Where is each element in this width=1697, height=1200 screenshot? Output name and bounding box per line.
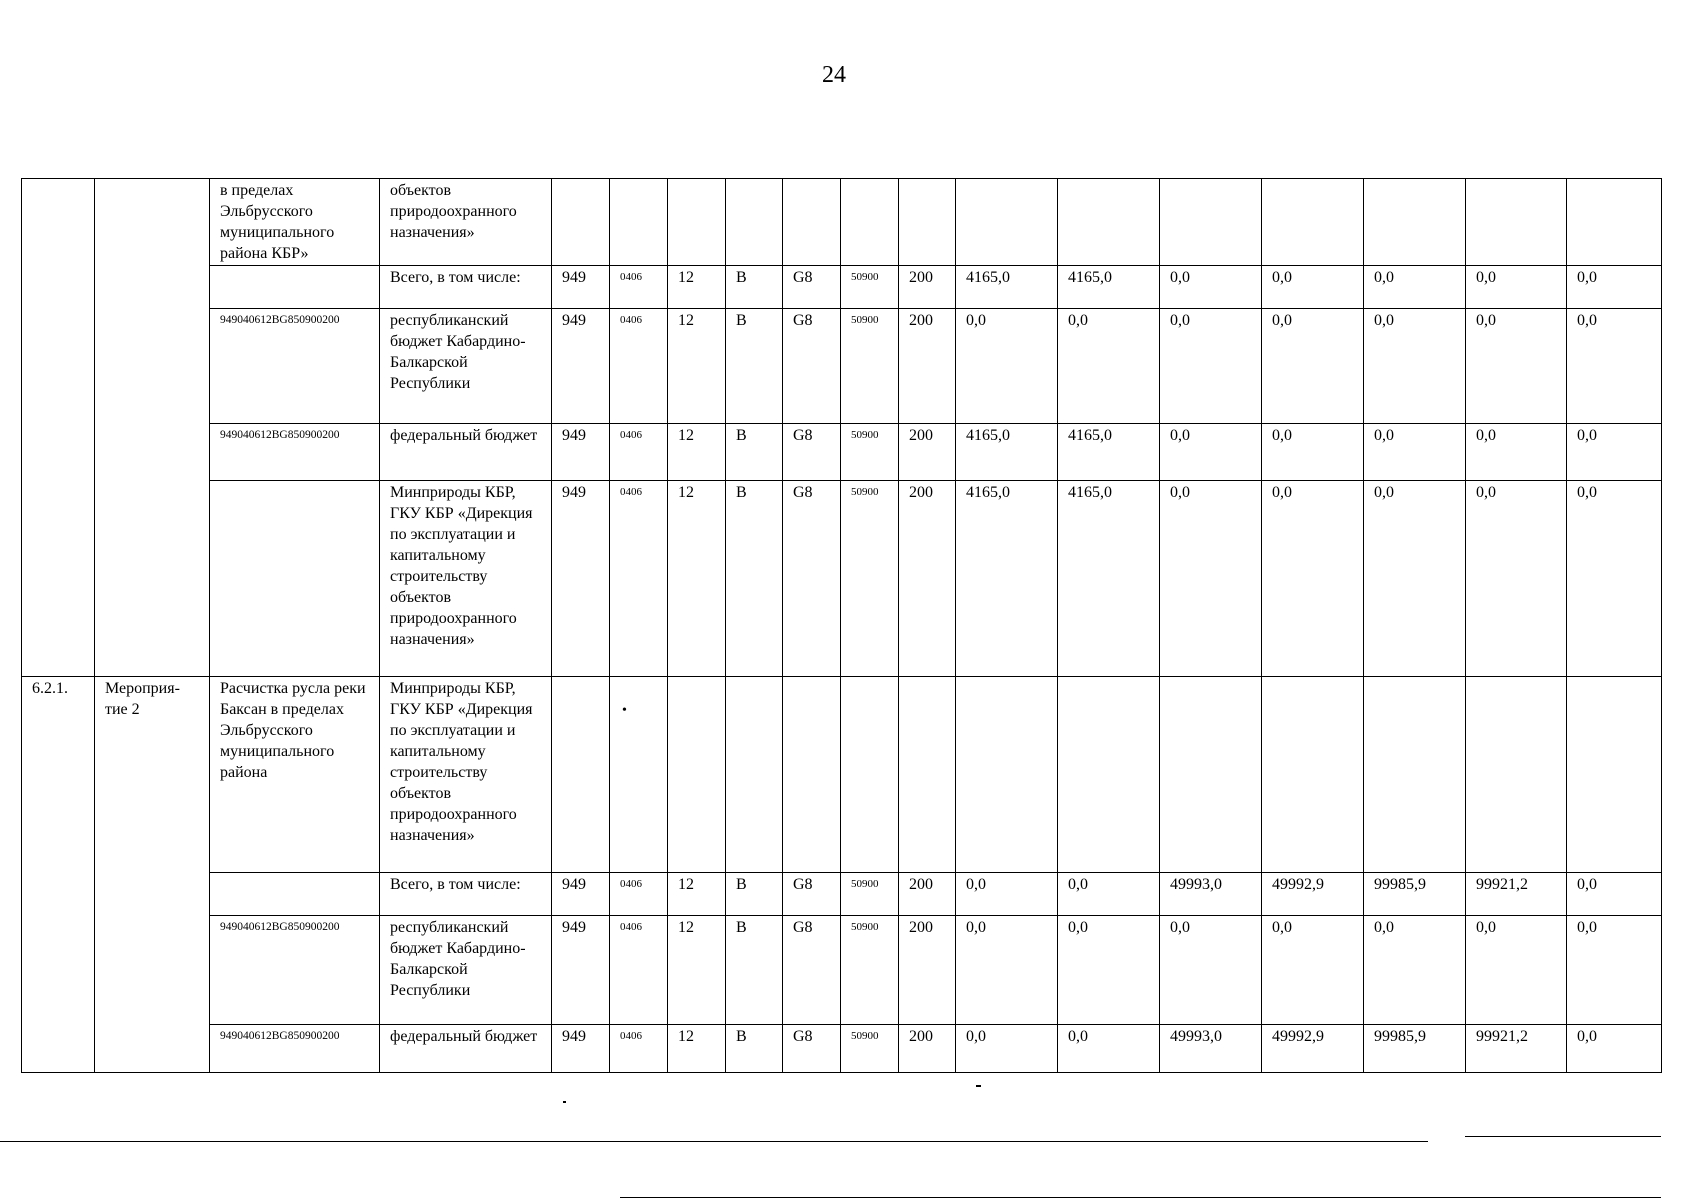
subprogram-cell: В bbox=[726, 481, 783, 677]
code-cell: 949040612BG850900200 bbox=[210, 1025, 380, 1073]
table-row bbox=[22, 266, 1662, 309]
value-cell: 0,0 bbox=[1058, 309, 1160, 424]
source-cell: федеральный бюджет bbox=[380, 424, 552, 481]
program-cell: 12 bbox=[668, 424, 726, 481]
value-cell: 99921,2 bbox=[1466, 873, 1567, 916]
subprogram-cell: В bbox=[726, 266, 783, 309]
value-cell: 0,0 bbox=[1567, 424, 1662, 481]
table-row bbox=[22, 481, 1662, 677]
program-cell: 12 bbox=[668, 873, 726, 916]
grbs-cell: 949 bbox=[552, 424, 610, 481]
value-cell: 0,0 bbox=[1466, 309, 1567, 424]
value-cell: 0,0 bbox=[1160, 266, 1262, 309]
value-cell: 0,0 bbox=[1567, 266, 1662, 309]
budget-table bbox=[21, 178, 1662, 1073]
rzpr-cell: 0406 bbox=[610, 873, 668, 916]
value-cell: 0,0 bbox=[956, 1025, 1058, 1073]
value-cell: 99921,2 bbox=[1466, 1025, 1567, 1073]
value-cell: 0,0 bbox=[1567, 1025, 1662, 1073]
rzpr-cell: 0406 bbox=[610, 916, 668, 1025]
name-cell: в пределах Эльбрусского муниципального района КБР» bbox=[210, 179, 380, 266]
value-cell: 0,0 bbox=[1262, 481, 1364, 677]
activity-name: Расчистка русла реки Баксан в пределах Эльбрусского муниципального района bbox=[210, 677, 380, 873]
value-cell: 0,0 bbox=[1364, 916, 1466, 1025]
page-number: 24 bbox=[822, 62, 846, 88]
value-cell: 4165,0 bbox=[956, 481, 1058, 677]
scan-tick bbox=[976, 1085, 981, 1087]
value-cell: 99985,9 bbox=[1364, 873, 1466, 916]
table-row bbox=[22, 916, 1662, 1025]
subprogram-cell: В bbox=[726, 873, 783, 916]
expense-type-cell: 200 bbox=[899, 309, 956, 424]
code-cell bbox=[210, 266, 380, 309]
value-cell: 49992,9 bbox=[1262, 873, 1364, 916]
grbs-cell: 949 bbox=[552, 481, 610, 677]
activity-executor: Минприроды КБР, ГКУ КБР «Дирекция по эксплуатации и капитальному строительству объектов природоохранного назначения» bbox=[380, 677, 552, 873]
value-cell: 4165,0 bbox=[956, 266, 1058, 309]
number-cell bbox=[22, 179, 95, 677]
value-cell: 0,0 bbox=[1262, 424, 1364, 481]
grbs-cell: 949 bbox=[552, 266, 610, 309]
grbs-cell: 949 bbox=[552, 873, 610, 916]
code-cell bbox=[210, 873, 380, 916]
value-cell: 0,0 bbox=[1567, 481, 1662, 677]
code-cell bbox=[210, 481, 380, 677]
activity-type: Мероприя-тие 2 bbox=[95, 677, 210, 1073]
bottom-rule bbox=[0, 1141, 1428, 1142]
grbs-cell: 949 bbox=[552, 1025, 610, 1073]
value-cell: 0,0 bbox=[1262, 309, 1364, 424]
direction-cell: 50900 bbox=[841, 481, 899, 677]
rzpr-cell: 0406 bbox=[610, 309, 668, 424]
value-cell: 0,0 bbox=[1058, 1025, 1160, 1073]
value-cell: 0,0 bbox=[956, 916, 1058, 1025]
regional-project-cell: G8 bbox=[783, 873, 841, 916]
scan-tick bbox=[563, 1101, 566, 1103]
value-cell: 0,0 bbox=[1364, 309, 1466, 424]
value-cell: 0,0 bbox=[1160, 481, 1262, 677]
value-cell: 4165,0 bbox=[1058, 481, 1160, 677]
value-cell: 0,0 bbox=[1466, 424, 1567, 481]
regional-project-cell: G8 bbox=[783, 309, 841, 424]
table-row bbox=[22, 309, 1662, 424]
subprogram-cell: В bbox=[726, 424, 783, 481]
table-row bbox=[22, 873, 1662, 916]
bottom-rule-right bbox=[1465, 1136, 1661, 1137]
value-cell: 0,0 bbox=[1567, 916, 1662, 1025]
direction-cell: 50900 bbox=[841, 424, 899, 481]
program-cell: 12 bbox=[668, 1025, 726, 1073]
value-cell: 0,0 bbox=[1160, 916, 1262, 1025]
value-cell: 0,0 bbox=[1058, 916, 1160, 1025]
program-cell: 12 bbox=[668, 266, 726, 309]
value-cell: 4165,0 bbox=[1058, 266, 1160, 309]
value-cell: 4165,0 bbox=[956, 424, 1058, 481]
value-cell: 0,0 bbox=[1364, 266, 1466, 309]
value-cell: 49993,0 bbox=[1160, 873, 1262, 916]
regional-project-cell: G8 bbox=[783, 481, 841, 677]
stray-mark: • bbox=[622, 703, 627, 718]
value-cell: 0,0 bbox=[1567, 309, 1662, 424]
regional-project-cell: G8 bbox=[783, 266, 841, 309]
code-cell: 949040612BG850900200 bbox=[210, 424, 380, 481]
source-cell: Всего, в том числе: bbox=[380, 266, 552, 309]
source-cell: республиканский бюджет Кабардино-Балкарской Республики bbox=[380, 309, 552, 424]
expense-type-cell: 200 bbox=[899, 1025, 956, 1073]
rzpr-cell: 0406 bbox=[610, 481, 668, 677]
value-cell: 49993,0 bbox=[1160, 1025, 1262, 1073]
expense-type-cell: 200 bbox=[899, 873, 956, 916]
value-cell: 4165,0 bbox=[1058, 424, 1160, 481]
value-cell: 0,0 bbox=[1466, 266, 1567, 309]
expense-type-cell: 200 bbox=[899, 481, 956, 677]
regional-project-cell: G8 bbox=[783, 424, 841, 481]
value-cell: 99985,9 bbox=[1364, 1025, 1466, 1073]
program-cell: 12 bbox=[668, 481, 726, 677]
direction-cell: 50900 bbox=[841, 309, 899, 424]
program-cell: 12 bbox=[668, 916, 726, 1025]
subprogram-cell: В bbox=[726, 309, 783, 424]
table-row bbox=[22, 179, 1662, 266]
value-cell: 0,0 bbox=[1466, 916, 1567, 1025]
code-cell: 949040612BG850900200 bbox=[210, 916, 380, 1025]
expense-type-cell: 200 bbox=[899, 266, 956, 309]
regional-project-cell: G8 bbox=[783, 1025, 841, 1073]
value-cell: 0,0 bbox=[1160, 309, 1262, 424]
value-cell: 0,0 bbox=[956, 873, 1058, 916]
value-cell: 0,0 bbox=[1058, 873, 1160, 916]
program-cell: 12 bbox=[668, 309, 726, 424]
source-cell: республиканский бюджет Кабардино-Балкарской Республики bbox=[380, 916, 552, 1025]
value-cell: 0,0 bbox=[1160, 424, 1262, 481]
direction-cell: 50900 bbox=[841, 266, 899, 309]
source-cell: федеральный бюджет bbox=[380, 1025, 552, 1073]
code-cell: 949040612BG850900200 bbox=[210, 309, 380, 424]
table-row bbox=[22, 424, 1662, 481]
source-cell: Всего, в том числе: bbox=[380, 873, 552, 916]
value-cell: 0,0 bbox=[1364, 424, 1466, 481]
grbs-cell: 949 bbox=[552, 916, 610, 1025]
subprogram-cell: В bbox=[726, 1025, 783, 1073]
direction-cell: 50900 bbox=[841, 916, 899, 1025]
rzpr-cell: 0406 bbox=[610, 266, 668, 309]
value-cell: 0,0 bbox=[1262, 266, 1364, 309]
source-cell: Минприроды КБР, ГКУ КБР «Дирекция по эксплуатации и капитальному строительству объектов природоохранного назначения» bbox=[380, 481, 552, 677]
value-cell: 0,0 bbox=[1364, 481, 1466, 677]
table-row bbox=[22, 677, 1662, 873]
source-cell: объектов природоохранного назначения» bbox=[380, 179, 552, 266]
subprogram-cell: В bbox=[726, 916, 783, 1025]
direction-cell: 50900 bbox=[841, 1025, 899, 1073]
value-cell: 0,0 bbox=[956, 309, 1058, 424]
grbs-cell: 949 bbox=[552, 309, 610, 424]
direction-cell: 50900 bbox=[841, 873, 899, 916]
bottom-rule-lower bbox=[620, 1197, 1661, 1198]
value-cell: 0,0 bbox=[1262, 916, 1364, 1025]
expense-type-cell: 200 bbox=[899, 916, 956, 1025]
type-cell bbox=[95, 179, 210, 677]
value-cell: 49992,9 bbox=[1262, 1025, 1364, 1073]
expense-type-cell: 200 bbox=[899, 424, 956, 481]
regional-project-cell: G8 bbox=[783, 916, 841, 1025]
value-cell: 0,0 bbox=[1567, 873, 1662, 916]
value-cell: 0,0 bbox=[1466, 481, 1567, 677]
table-row bbox=[22, 1025, 1662, 1073]
rzpr-cell: 0406 bbox=[610, 424, 668, 481]
activity-number: 6.2.1. bbox=[22, 677, 95, 1073]
rzpr-cell: 0406 bbox=[610, 1025, 668, 1073]
